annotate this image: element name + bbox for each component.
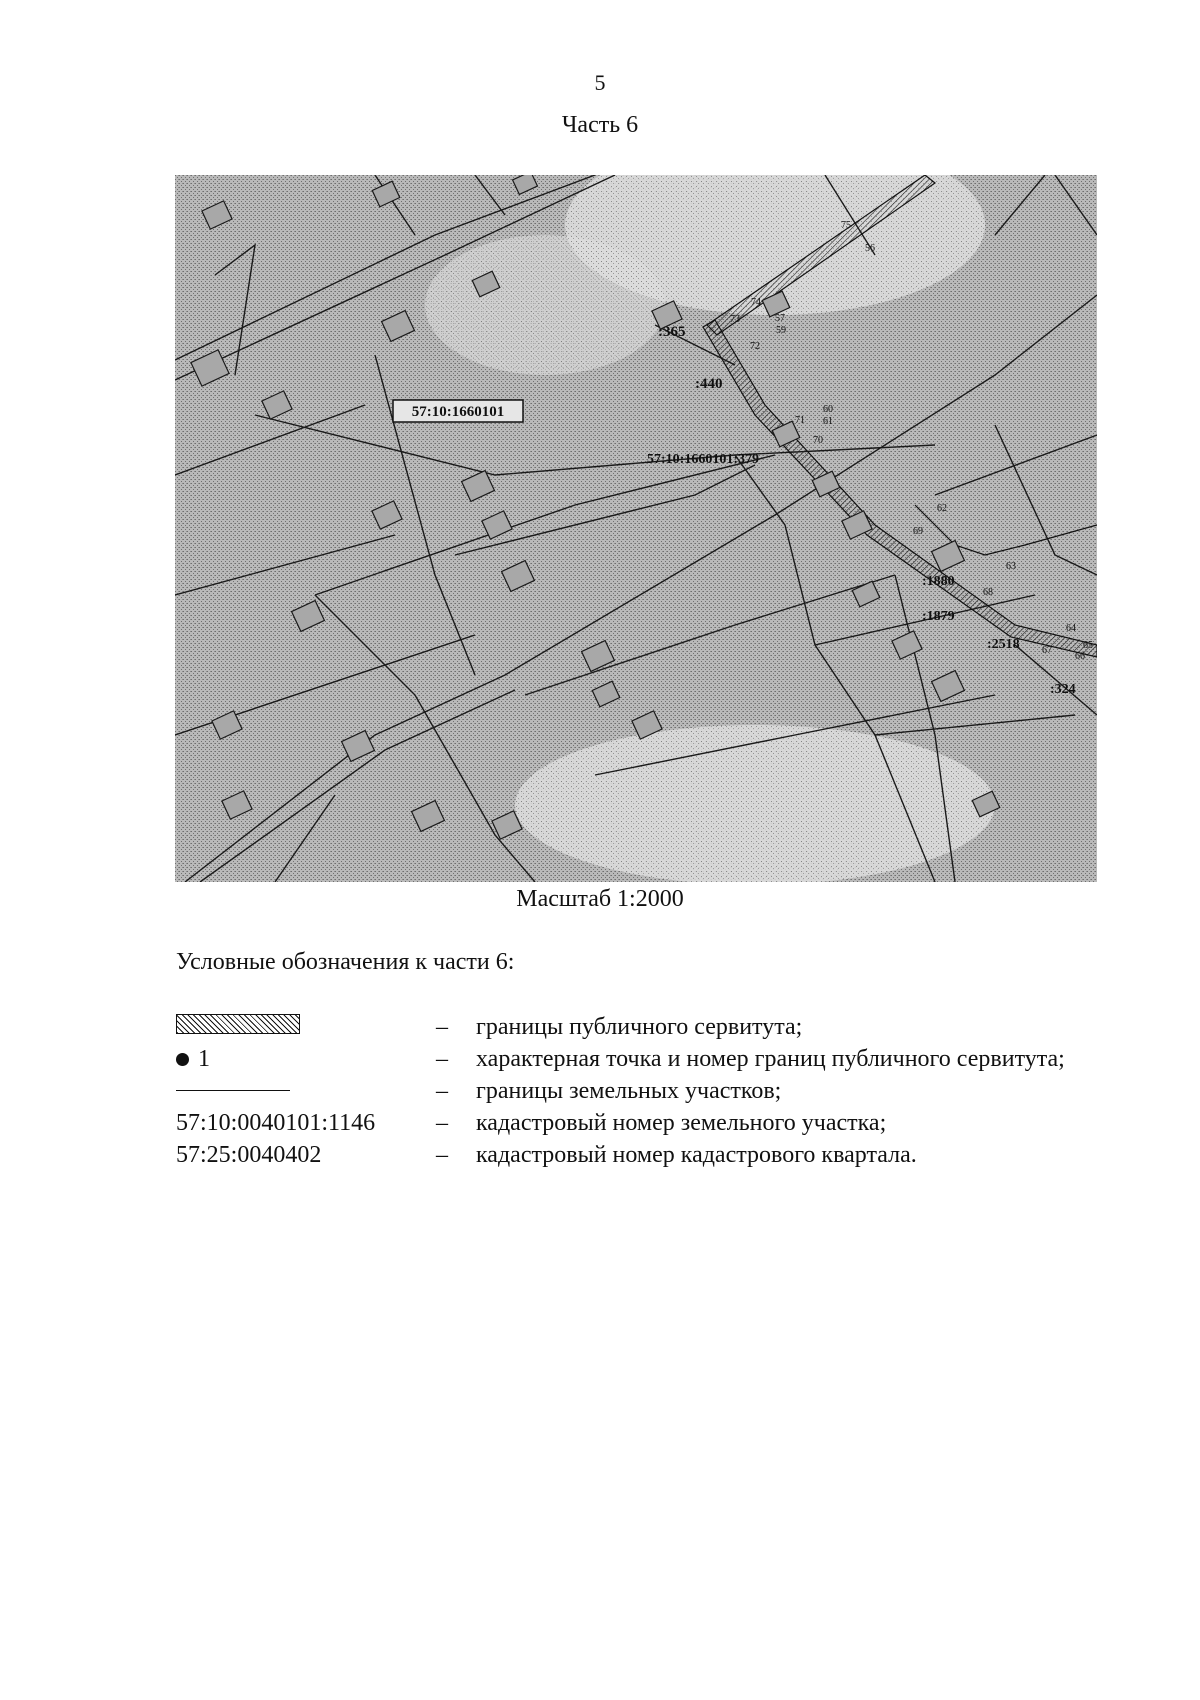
legend-desc: характерная точка и номер границ публичного сервитута;: [476, 1046, 1065, 1072]
point-label: 64: [1066, 623, 1076, 634]
point-label: 66: [1075, 651, 1085, 662]
legend-dash: –: [436, 1110, 448, 1136]
legend-dash: –: [436, 1046, 448, 1072]
point-label: 62: [937, 503, 947, 514]
point-label: 57: [775, 313, 785, 324]
cadastral-map: [175, 175, 1097, 882]
parcel-label: :365: [658, 324, 686, 340]
parcel-label: :440: [695, 376, 723, 392]
quarter-code-symbol: [176, 1140, 436, 1170]
legend-row-land-boundaries: [176, 1076, 1076, 1106]
parcel-label: :2518: [987, 637, 1020, 652]
part-title: Часть 6: [561, 112, 639, 138]
legend-row-parcel-code: [176, 1108, 1076, 1138]
page-number: 5: [594, 70, 606, 95]
legend-desc: границы публичного сервитута;: [476, 1014, 803, 1040]
point-label: 71: [795, 415, 805, 426]
point-label: 70: [813, 435, 823, 446]
point-label: 67: [1042, 645, 1052, 656]
parcel-label: :1880: [922, 574, 955, 589]
dot-number: 1: [198, 1046, 210, 1072]
legend-dash: –: [436, 1142, 448, 1168]
point-label: 56: [865, 243, 875, 254]
light-area: [515, 725, 995, 882]
point-label: 68: [983, 587, 993, 598]
hatch-symbol: [176, 1012, 436, 1042]
point-label: 65: [1083, 640, 1093, 651]
quarter-code-example: 57:25:0040402: [176, 1142, 322, 1168]
point-label: 73: [730, 314, 740, 325]
point-label: 60: [823, 404, 833, 415]
light-area: [425, 235, 665, 375]
parcel-code-example: 57:10:0040101:1146: [176, 1110, 376, 1136]
parcel-code-symbol: [176, 1108, 436, 1138]
legend-desc: кадастровый номер кадастрового квартала.: [476, 1142, 917, 1168]
legend-row-quarter-code: [176, 1140, 1076, 1170]
point-label: 69: [913, 526, 923, 537]
legend-desc: границы земельных участков;: [476, 1078, 782, 1104]
point-label: 75: [841, 220, 851, 231]
parcel-label: :1879: [922, 609, 955, 624]
point-label: 74: [751, 297, 761, 308]
dot-icon: [176, 1053, 189, 1066]
parcel-label: 57:10:1660101:379: [647, 452, 759, 467]
legend-dash: –: [436, 1078, 448, 1104]
legend: [176, 1012, 1076, 1172]
legend-title: Условные обозначения к части 6:: [176, 949, 515, 975]
parcel-label: :324: [1050, 682, 1076, 697]
point-label: 61: [823, 416, 833, 427]
scale-caption: Масштаб 1:2000: [516, 886, 684, 912]
point-symbol: [176, 1044, 436, 1074]
point-label: 72: [750, 341, 760, 352]
quarter-label: 57:10:1660101: [411, 404, 505, 420]
legend-row-servitude-boundary: [176, 1012, 1076, 1042]
point-label: 63: [1006, 561, 1016, 572]
legend-dash: –: [436, 1014, 448, 1040]
line-symbol: [176, 1076, 436, 1106]
legend-desc: кадастровый номер земельного участка;: [476, 1110, 887, 1136]
quarter-label-box: [393, 400, 523, 422]
legend-row-point: [176, 1044, 1076, 1074]
point-label: 59: [776, 325, 786, 336]
